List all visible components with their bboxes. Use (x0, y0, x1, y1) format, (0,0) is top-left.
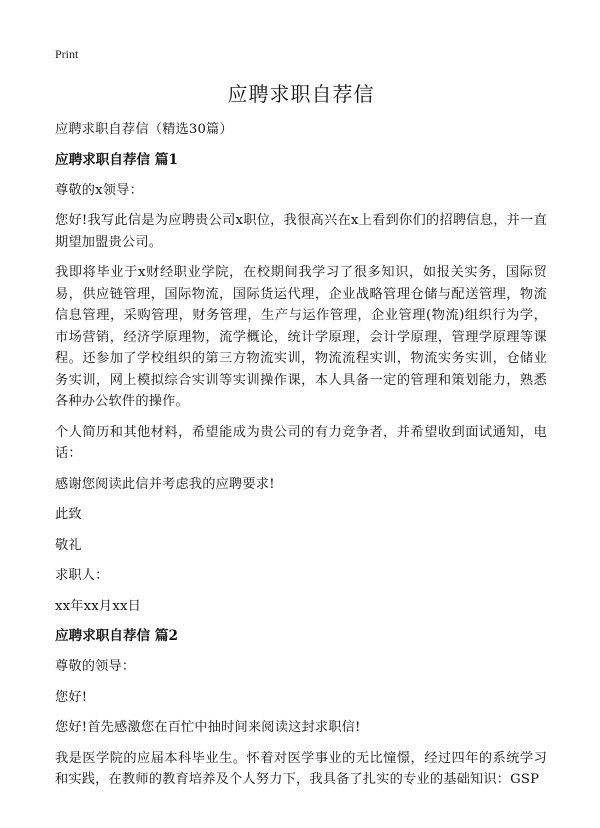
signature-label: 求职人： (55, 568, 109, 583)
document-body (55, 78, 547, 792)
document-title: 应聘求职自荐信 (227, 82, 375, 106)
paragraph: 我是医学院的应届本科毕业生。怀着对医学事业的无比憧憬，经过四年的系统学习和实践，在教师的教育培养及个人努力下，我具备了扎实的专业的基础知识：GSP (55, 750, 547, 787)
closing-line: 敬礼 (55, 537, 82, 553)
section-heading: 应聘求职自荐信 篇2 (55, 628, 178, 644)
salutation: 尊敬的x领导： (55, 182, 143, 198)
paragraph: 感谢您阅读此信并考虑我的应聘要求! (55, 476, 275, 492)
paragraph: 您好!我写此信是为应聘贵公司x职位，我很高兴在x上看到你们的招聘信息，并一直期望加盟贵公司。 (55, 213, 547, 250)
greeting: 您好! (55, 689, 88, 705)
section-2 (55, 626, 547, 792)
section-1 (55, 150, 547, 618)
paragraph: 我即将毕业于x财经职业学院，在校期间我学习了很多知识，如报关实务，国际贸易，供应链管理，国际物流，国际货运代理，企业战略管理仓储与配送管理，物流信息管理，采购管理，财务管理，生产与运作管理，企业管理(物流)组织行为学，市场营销，经济学原理物，流学概论，统计学原理，会计学原理，管理学原理等课程。还参加了学校组织的第三方物流实训，物流流程实训，物流实务实训，仓储业务实训，网上模拟综合实训等实训操作课，本人具备一定的管理和策划能力，熟悉各种办公软件的操作。 (55, 265, 547, 409)
section-heading: 应聘求职自荐信 篇1 (55, 151, 178, 168)
document-subtitle: 应聘求职自荐信（精选30篇） (55, 122, 233, 137)
closing-line: 此致 (55, 507, 82, 522)
paragraph: 个人简历和其他材料，希望能成为贵公司的有力竞争者，并希望收到面试通知，电话： (55, 424, 547, 461)
print-link[interactable]: Print (55, 47, 79, 61)
paragraph: 您好!首先感激您在百忙中抽时间来阅读这封求职信! (55, 720, 361, 735)
date-line: xx年xx月xx日 (55, 598, 141, 614)
salutation: 尊敬的领导： (55, 659, 136, 674)
